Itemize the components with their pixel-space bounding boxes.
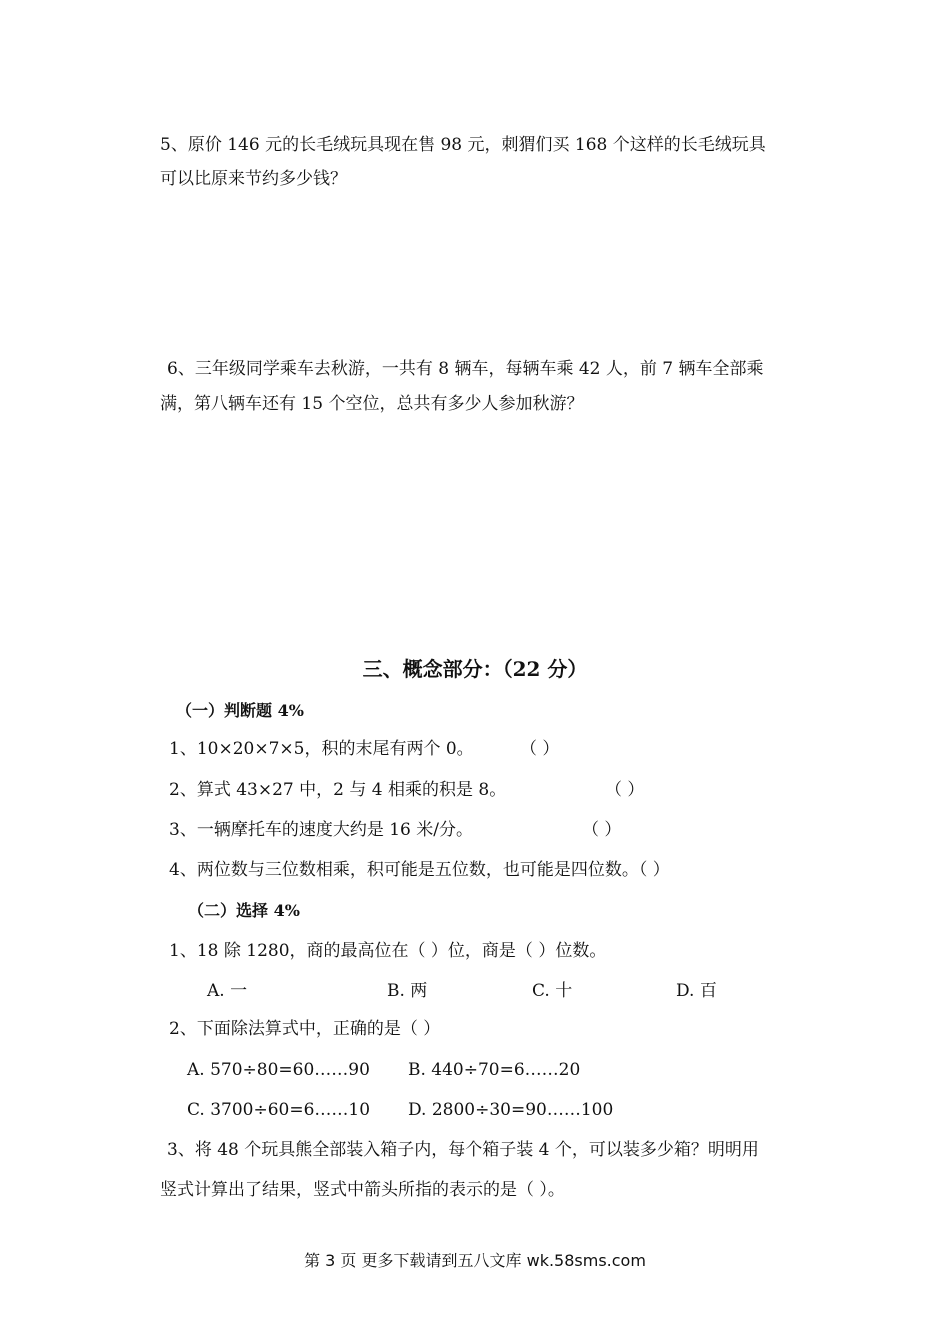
choice-1-option-a: A. 一 — [207, 981, 248, 1001]
choice-1-option-b: B. 两 — [387, 981, 428, 1001]
judge-item-2-answer-blank: （ ） — [605, 780, 645, 800]
choice-3-line-1: 3、将 48 个玩具熊全部装入箱子内，每个箱子装 4 个，可以装多少箱？明明用 — [167, 1140, 759, 1160]
choice-2-option-c: C. 3700÷60=6……10 — [187, 1100, 371, 1120]
question-6-line-2: 满，第八辆车还有 15 个空位，总共有多少人参加秋游？ — [160, 394, 584, 414]
choice-1-option-d: D. 百 — [676, 981, 717, 1001]
choice-3-line-2: 竖式计算出了结果，竖式中箭头所指的表示的是（ ）。 — [160, 1180, 565, 1200]
page-footer: 第 3 页 更多下载请到五八文库 wk.58sms.com — [304, 1251, 646, 1270]
choice-1-option-c: C. 十 — [532, 981, 573, 1001]
choice-2-option-b: B. 440÷70=6……20 — [408, 1060, 581, 1080]
judge-item-1: 1、10×20×7×5，积的末尾有两个 0。 — [169, 739, 474, 759]
section-3-title: 三、概念部分：（22 分） — [362, 657, 588, 681]
choice-2-option-d: D. 2800÷30=90……100 — [408, 1100, 614, 1120]
judge-item-3: 3、一辆摩托车的速度大约是 16 米/分。 — [169, 820, 473, 840]
choice-1-question: 1、18 除 1280，商的最高位在（ ）位，商是（ ）位数。 — [169, 941, 607, 961]
judge-heading: （一）判断题 4% — [176, 701, 304, 720]
judge-item-1-answer-blank: （ ） — [520, 739, 560, 759]
judge-item-3-answer-blank: （ ） — [582, 820, 622, 840]
judge-item-2: 2、算式 43×27 中，2 与 4 相乘的积是 8。 — [169, 780, 507, 800]
judge-item-4: 4、两位数与三位数相乘，积可能是五位数，也可能是四位数。（ ） — [169, 860, 670, 880]
choice-2-option-a: A. 570÷80=60……90 — [187, 1060, 370, 1080]
question-5-line-2: 可以比原来节约多少钱？ — [160, 169, 347, 189]
choice-2-question: 2、下面除法算式中，正确的是（ ） — [169, 1019, 441, 1039]
question-6-line-1: 6、三年级同学乘车去秋游，一共有 8 辆车，每辆车乘 42 人，前 7 辆车全部乘 — [167, 359, 764, 379]
choice-heading: （二）选择 4% — [188, 901, 300, 920]
question-5-line-1: 5、原价 146 元的长毛绒玩具现在售 98 元，刺猬们买 168 个这样的长毛绒玩具 — [160, 135, 766, 155]
